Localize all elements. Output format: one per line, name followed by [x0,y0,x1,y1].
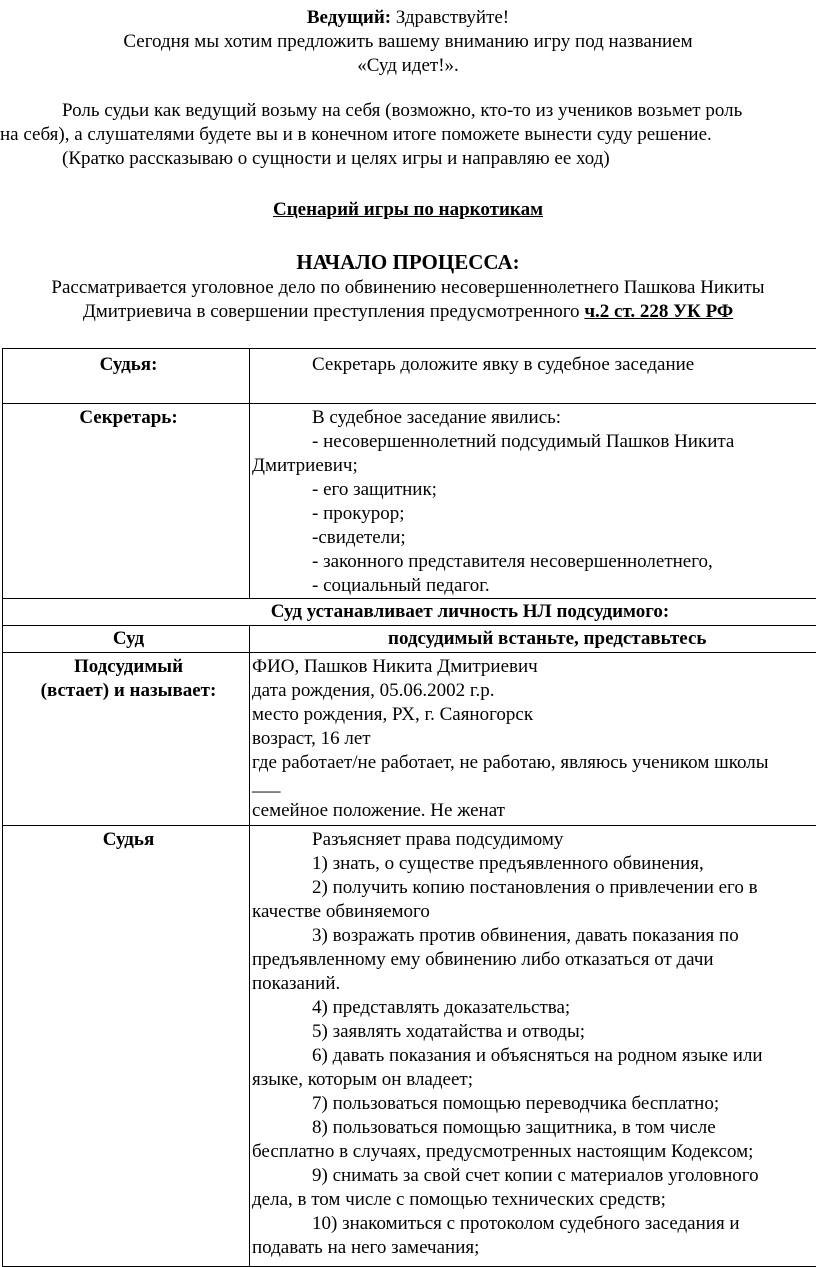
rights-line: языке, которым он владеет; [252,1068,473,1092]
text-cell [250,653,816,826]
judge-request: Секретарь доложите явку в судебное заседание [312,353,694,377]
rights-line: 5) заявлять ходатайства и отводы; [312,1020,585,1044]
intro-line3: «Суд идет!». [0,54,816,78]
rights-line: 7) пользоваться помощью переводчика бесплатно; [312,1092,719,1116]
table-row [3,599,816,626]
secretary-line: - прокурор; [312,502,405,526]
secretary-line: В судебное заседание явились: [312,406,561,430]
rights-line: 6) давать показания и объясняться на родном языке или [312,1044,763,1068]
case-article: ч.2 ст. 228 УК РФ [584,301,733,322]
table-row [3,653,816,826]
host-greeting: Здравствуйте! [396,7,509,28]
rights-line: качестве обвиняемого [252,900,430,924]
defendant-blank: ___ [252,773,281,797]
defendant-line: где работает/не работает, не работаю, являюсь учеником школы [252,751,769,775]
defendant-line: место рождения, РХ, г. Саяногорск [252,703,533,727]
rights-line: 10) знакомиться с протоколом судебного заседания и [312,1212,740,1236]
case-line2-text: Дмитриевича в совершении преступления предусмотренного [83,301,585,322]
rights-line: подавать на него замечания; [252,1236,479,1260]
rights-line: Разъясняет права подсудимому [312,828,563,852]
rights-line: 8) пользоваться помощью защитника, в том числе [312,1116,716,1140]
text-cell [250,404,816,599]
intro-line2: Сегодня мы хотим предложить вашему вниманию игру под названием [0,30,816,54]
case-line1: Рассматривается уголовное дело по обвинению несовершеннолетнего Пашкова Никиты [0,276,816,300]
secretary-line: - законного представителя несовершеннолетнего, [312,550,713,574]
court-script-table [2,348,816,1267]
role-cell [3,826,250,1267]
defendant-line: дата рождения, 05.06.2002 г.р. [252,679,495,703]
rights-line: 1) знать, о существе предъявленного обвинения, [312,852,704,876]
role-cell [3,349,250,404]
intro-paragraph-line2: на себя), а слушателями будете вы и в конечном итоге поможете вынести суду решение. [0,123,712,147]
rights-line: дела, в том числе с помощью технических средств; [252,1188,666,1212]
case-line2 [0,300,816,324]
intro-paragraph-line1: Роль судьи как ведущий возьму на себя (возможно, кто-то из учеников возьмет роль [62,99,742,123]
role-judge: Судья: [5,353,252,377]
secretary-line: Дмитриевич; [252,454,358,478]
rights-line: 3) возражать против обвинения, давать показания по [312,924,739,948]
secretary-line: - несовершеннолетний подсудимый Пашков Никита [312,430,734,454]
text-cell [250,826,816,1267]
rights-line: бесплатно в случаях, предусмотренных настоящим Кодексом; [252,1140,753,1164]
role-cell [3,626,250,653]
scenario-title: Сценарий игры по наркотикам [0,198,816,222]
intro-line1 [0,6,816,30]
process-title: НАЧАЛО ПРОЦЕССА: [0,250,816,274]
section-header: Суд устанавливает личность НЛ подсудимого: [5,600,816,624]
intro-paragraph-line3: (Кратко рассказываю о сущности и целях игры и направляю ее ход) [62,147,610,171]
text-cell [250,626,816,653]
table-row [3,626,816,653]
table-row [3,826,816,1267]
defendant-line: возраст, 16 лет [252,727,371,751]
host-label: Ведущий: [307,7,391,28]
role-judge-rights: Судья [5,828,252,852]
role-cell [3,404,250,599]
role-cell [3,653,250,826]
table-row [3,349,816,404]
role-secretary: Секретарь: [5,406,252,430]
rights-line: 2) получить копию постановления о привлечении его в [312,876,758,900]
defendant-line: ФИО, Пашков Никита Дмитриевич [252,655,538,679]
rights-line: 4) представлять доказательства; [312,996,570,1020]
defendant-line: семейное положение. Не женат [252,799,505,823]
secretary-line: - его защитник; [312,478,437,502]
secretary-line: - социальный педагог. [312,574,490,598]
rights-line: предъявленному ему обвинению либо отказаться от дачи [252,948,714,972]
section-header-cell [3,599,816,626]
rights-line: показаний. [252,972,340,996]
role-court: Суд [5,627,252,651]
secretary-line: -свидетели; [312,526,406,550]
text-cell [250,349,816,404]
role-defendant-note: (встает) и называет: [5,679,252,703]
role-defendant: Подсудимый [5,655,252,679]
court-instruction: подсудимый встаньте, представьтесь [388,627,706,651]
table-row [3,404,816,599]
rights-line: 9) снимать за свой счет копии с материалов уголовного [312,1164,759,1188]
